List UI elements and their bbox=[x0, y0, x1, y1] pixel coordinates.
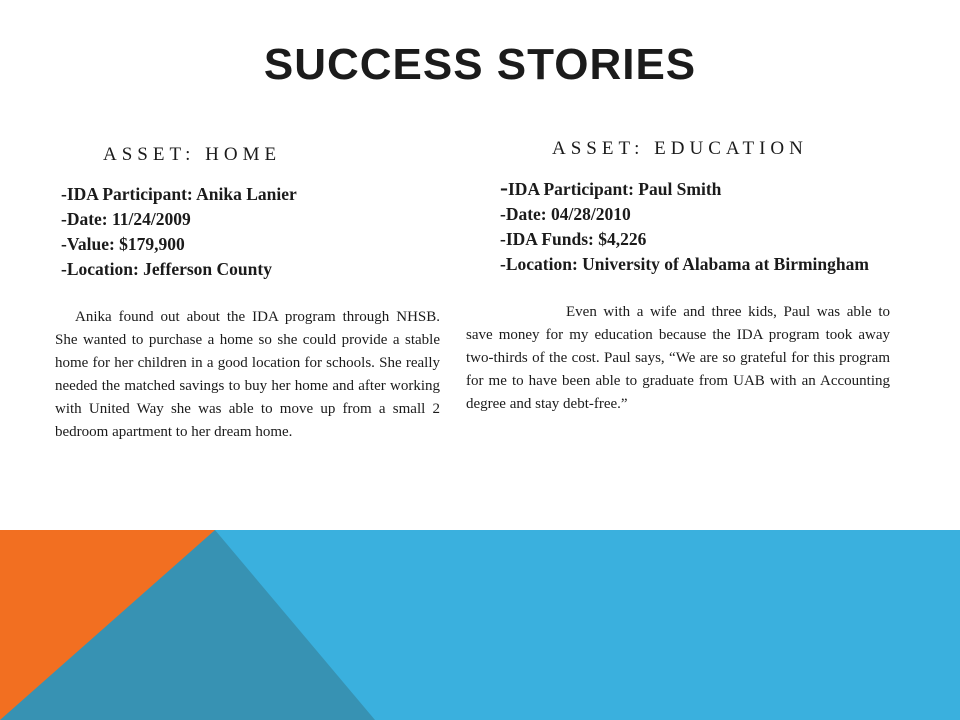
slide-title: SUCCESS STORIES bbox=[263, 40, 697, 89]
home-value: -Value: $179,900 bbox=[61, 234, 185, 254]
home-asset-heading: ASSET: HOME bbox=[103, 144, 282, 165]
education-participant bbox=[466, 176, 890, 202]
education-date: -Date: 04/28/2010 bbox=[500, 204, 631, 224]
education-details-list bbox=[466, 176, 890, 277]
decorative-bottom-band bbox=[0, 530, 960, 720]
home-story-text: Anika found out about the IDA program through NHSB. She wanted to purchase a home so she could provide a stable home for her children in a good location for schools. She really needed the matched savings to buy her home and after working with United Way she was able to move up from a small 2 bedroom apartment to her dream home. bbox=[55, 309, 440, 440]
home-story-column bbox=[55, 144, 440, 444]
education-participant-dash: - bbox=[500, 175, 508, 201]
education-asset-heading: ASSET: EDUCATION bbox=[552, 138, 808, 159]
home-location: -Location: Jefferson County bbox=[61, 259, 272, 279]
home-participant: -IDA Participant: Anika Lanier bbox=[61, 184, 297, 204]
education-funds: -IDA Funds: $4,226 bbox=[500, 229, 647, 249]
home-details-list bbox=[55, 182, 440, 282]
education-story-text: Even with a wife and three kids, Paul was able to save money for my education because the IDA program took away two-thirds of the cost. Paul says, “We are so grateful for this program for me to have been able to graduate from UAB with an Accounting degree and stay debt-free.” bbox=[466, 304, 890, 412]
home-date: -Date: 11/24/2009 bbox=[61, 209, 191, 229]
education-story-column bbox=[466, 138, 890, 416]
education-participant-text: IDA Participant: Paul Smith bbox=[508, 179, 722, 199]
education-location: -Location: University of Alabama at Birmingham bbox=[500, 254, 869, 274]
